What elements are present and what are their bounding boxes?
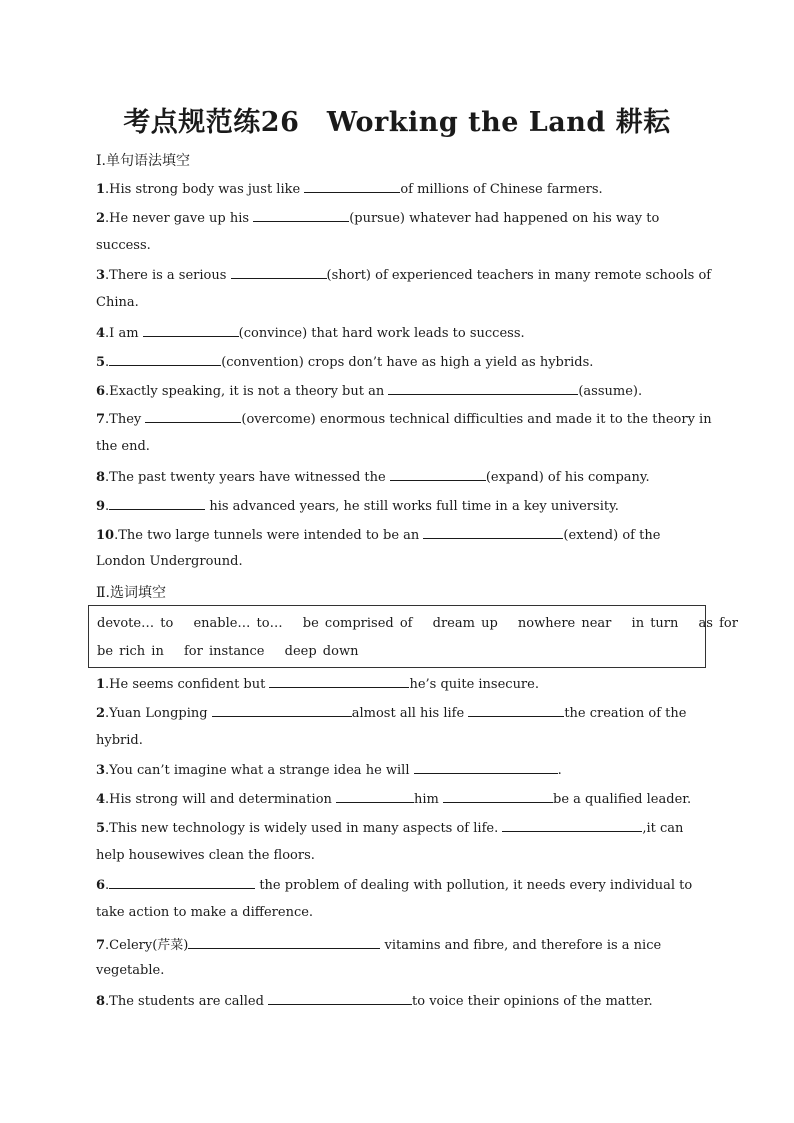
question-number: 4 bbox=[96, 326, 106, 341]
answer-blank[interactable] bbox=[212, 704, 352, 717]
question-number: 5 bbox=[96, 821, 106, 836]
word-bank-item: for instance bbox=[183, 644, 265, 659]
answer-blank[interactable] bbox=[109, 876, 255, 889]
s2-question-5-cont: help housewives clean the floors. bbox=[96, 848, 315, 863]
question-number: 3 bbox=[96, 268, 106, 283]
question-number: 5 bbox=[96, 355, 106, 370]
question-number: 9 bbox=[96, 499, 106, 514]
question-10: 10.The two large tunnels were intended to be an (extend) of the bbox=[96, 528, 661, 543]
answer-blank[interactable] bbox=[269, 675, 409, 688]
question-8: 8.The past twenty years have witnessed the (expand) of his company. bbox=[96, 470, 650, 485]
word-bank-item: enable… to… bbox=[193, 616, 283, 631]
page-title: 考点规范练26 Working the Land 耕耘 bbox=[123, 107, 671, 138]
question-number: 1 bbox=[96, 182, 106, 197]
question-number: 3 bbox=[96, 763, 106, 778]
question-6: 6.Exactly speaking, it is not a theory but an (assume). bbox=[96, 384, 643, 399]
question-2-cont: success. bbox=[96, 238, 151, 253]
question-number: 2 bbox=[96, 706, 106, 721]
word-bank-box bbox=[88, 605, 738, 668]
question-number: 2 bbox=[96, 211, 106, 226]
question-1: 1.His strong body was just like of millions of Chinese farmers. bbox=[96, 182, 603, 197]
question-5: 5. (convention) crops don’t have as high a yield as hybrids. bbox=[96, 355, 594, 370]
answer-blank[interactable] bbox=[109, 353, 221, 366]
word-bank-item: nowhere near bbox=[517, 616, 612, 631]
word-bank-item: in turn bbox=[631, 616, 679, 631]
question-10-cont: London Underground. bbox=[96, 554, 243, 569]
answer-blank[interactable] bbox=[390, 468, 486, 481]
s2-question-2: 2.Yuan Longping almost all his life the creation of the bbox=[96, 706, 687, 721]
answer-blank[interactable] bbox=[388, 382, 578, 395]
s2-question-1: 1.He seems confident but he’s quite insecure. bbox=[96, 677, 539, 692]
question-number: 8 bbox=[96, 470, 106, 485]
section-2-heading: Ⅱ.选词填空 bbox=[96, 585, 166, 601]
answer-blank[interactable] bbox=[304, 180, 400, 193]
answer-blank[interactable] bbox=[188, 936, 380, 949]
s2-question-2-cont: hybrid. bbox=[96, 733, 143, 748]
question-2: 2.He never gave up his (pursue) whatever had happened on his way to bbox=[96, 211, 660, 226]
answer-blank[interactable] bbox=[109, 497, 205, 510]
s2-question-3: 3.You can’t imagine what a strange idea he will . bbox=[96, 763, 562, 778]
question-number: 7 bbox=[96, 938, 106, 953]
word-bank-row-1 bbox=[97, 616, 752, 631]
answer-blank[interactable] bbox=[468, 704, 564, 717]
word-bank-item: be rich in bbox=[97, 644, 164, 659]
question-number: 4 bbox=[96, 792, 106, 807]
word-bank-item: as for bbox=[698, 616, 738, 631]
answer-blank[interactable] bbox=[414, 761, 558, 774]
question-number: 1 bbox=[96, 677, 106, 692]
answer-blank[interactable] bbox=[336, 790, 414, 803]
question-number: 10 bbox=[96, 528, 115, 543]
question-number: 7 bbox=[96, 412, 106, 427]
word-bank-item: be comprised of bbox=[302, 616, 413, 631]
s2-question-6-cont: take action to make a difference. bbox=[96, 905, 314, 920]
question-number: 6 bbox=[96, 878, 106, 893]
s2-question-6: 6. the problem of dealing with pollution, it needs every individual to bbox=[96, 878, 693, 893]
question-3: 3.There is a serious (short) of experienced teachers in many remote schools of bbox=[96, 268, 712, 283]
answer-blank[interactable] bbox=[502, 819, 642, 832]
question-number: 8 bbox=[96, 994, 106, 1009]
answer-blank[interactable] bbox=[145, 410, 241, 423]
s2-question-7: 7.Celery(芹菜) vitamins and fibre, and therefore is a nice bbox=[96, 938, 662, 953]
question-number: 6 bbox=[96, 384, 106, 399]
section-1-heading: Ⅰ.单句语法填空 bbox=[96, 153, 190, 169]
question-9: 9. his advanced years, he still works full time in a key university. bbox=[96, 499, 619, 514]
question-3-cont: China. bbox=[96, 295, 139, 310]
s2-question-8: 8.The students are called to voice their opinions of the matter. bbox=[96, 994, 653, 1009]
answer-blank[interactable] bbox=[423, 526, 563, 539]
word-bank-item: dream up bbox=[432, 616, 498, 631]
answer-blank[interactable] bbox=[443, 790, 553, 803]
s2-question-5: 5.This new technology is widely used in many aspects of life. ,it can bbox=[96, 821, 684, 836]
word-bank-item: deep down bbox=[284, 644, 359, 659]
s2-question-4: 4.His strong will and determination him be a qualified leader. bbox=[96, 792, 692, 807]
question-7-cont: the end. bbox=[96, 439, 150, 454]
question-4: 4.I am (convince) that hard work leads to success. bbox=[96, 326, 525, 341]
word-bank-item: devote… to bbox=[97, 616, 174, 631]
s2-question-7-cont: vegetable. bbox=[96, 963, 165, 978]
word-bank-row-2 bbox=[97, 644, 372, 659]
question-7: 7.They (overcome) enormous technical difficulties and made it to the theory in bbox=[96, 412, 712, 427]
answer-blank[interactable] bbox=[231, 266, 327, 279]
answer-blank[interactable] bbox=[253, 209, 349, 222]
answer-blank[interactable] bbox=[143, 324, 239, 337]
answer-blank[interactable] bbox=[268, 992, 412, 1005]
